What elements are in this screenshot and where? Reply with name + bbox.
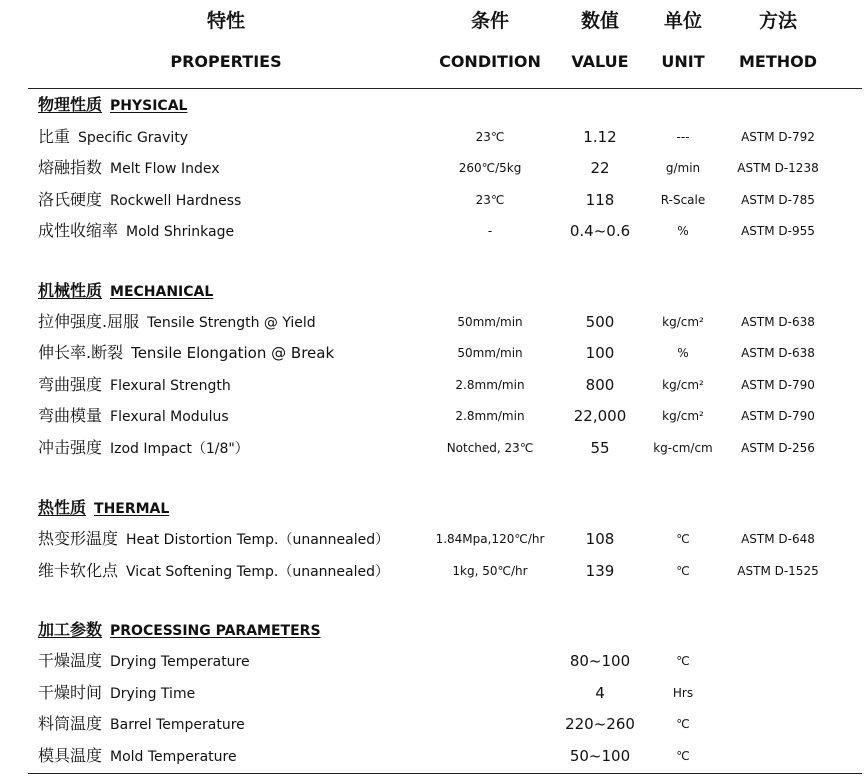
- method-cell: ASTM D-790: [741, 409, 815, 423]
- condition-cell: 1kg, 50℃/hr: [452, 564, 528, 578]
- unit-cell: %: [677, 346, 689, 360]
- condition-cell: 2.8mm/min: [455, 378, 525, 392]
- property-name-en: Izod Impact（1/8"）: [110, 441, 249, 457]
- unit-cell: ---: [676, 130, 690, 144]
- unit-cell: ℃: [676, 717, 690, 731]
- value-cell: 55: [590, 439, 610, 457]
- method-cell: ASTM D-638: [741, 346, 815, 360]
- table-row: [0, 743, 865, 769]
- section-title-zh: 物理性质: [38, 95, 103, 114]
- value-cell: 22,000: [573, 407, 627, 425]
- section-title-en: MECHANICAL: [110, 284, 214, 300]
- property-name-en: Tensile Strength @ Yield: [147, 315, 316, 331]
- unit-cell: ℃: [676, 654, 690, 668]
- condition-cell: -: [487, 224, 493, 238]
- condition-cell: [420, 680, 560, 706]
- condition-cell: [420, 648, 560, 674]
- property-name-zh: 弯曲强度: [38, 375, 103, 394]
- header-method-en: METHOD: [738, 52, 818, 71]
- unit-cell: %: [677, 224, 689, 238]
- section-title-zh: 加工参数: [38, 620, 103, 639]
- property-name-zh: 伸长率.断裂: [38, 343, 124, 362]
- header-condition-zh: 条件: [470, 10, 509, 32]
- property-name-zh: 模具温度: [38, 746, 103, 765]
- property-name-en: Tensile Elongation @ Break: [131, 344, 335, 362]
- value-cell: 22: [590, 159, 610, 177]
- property-name-zh: 干燥温度: [38, 651, 103, 670]
- value-cell: 80~100: [569, 652, 631, 670]
- property-name-en: Flexural Strength: [110, 378, 231, 394]
- method-cell: ASTM D-1525: [737, 564, 819, 578]
- table-row: [0, 526, 865, 552]
- value-cell: 139: [585, 562, 615, 580]
- method-cell: [722, 743, 834, 769]
- method-cell: ASTM D-648: [741, 532, 815, 546]
- unit-cell: ℃: [676, 564, 690, 578]
- section-title-en: THERMAL: [94, 501, 170, 517]
- table-rule-bottom: [28, 773, 862, 774]
- value-cell: 1.12: [583, 128, 617, 146]
- value-cell: 108: [585, 530, 615, 548]
- header-properties-zh: 特性: [206, 10, 245, 32]
- property-name-zh: 比重: [38, 127, 71, 146]
- method-cell: [722, 648, 834, 674]
- value-cell: 220~260: [565, 715, 635, 733]
- condition-cell: 50mm/min: [457, 315, 523, 329]
- property-name-zh: 熔融指数: [38, 158, 103, 177]
- section-title-thermal: [38, 496, 169, 520]
- header-unit-en: UNIT: [661, 52, 705, 71]
- unit-cell: ℃: [676, 532, 690, 546]
- property-name-en: Heat Distortion Temp.（unannealed）: [126, 532, 390, 548]
- property-name-en: Mold Shrinkage: [126, 224, 235, 240]
- property-name-en: Rockwell Hardness: [110, 193, 242, 209]
- method-cell: [722, 680, 834, 706]
- table-row: [0, 648, 865, 674]
- method-cell: ASTM D-638: [741, 315, 815, 329]
- property-name-en: Barrel Temperature: [110, 717, 245, 733]
- section-title-en: PHYSICAL: [110, 98, 188, 114]
- value-cell: 4: [595, 684, 605, 702]
- condition-cell: 2.8mm/min: [455, 409, 525, 423]
- method-cell: ASTM D-1238: [737, 161, 819, 175]
- property-name-zh: 成性收缩率: [38, 221, 119, 240]
- property-name-zh: 冲击强度: [38, 438, 103, 457]
- property-name-zh: 热变形温度: [38, 529, 119, 548]
- table-row: [0, 187, 865, 213]
- section-title-zh: 热性质: [38, 498, 87, 517]
- value-cell: 800: [585, 376, 615, 394]
- section-title-mechanical: [38, 279, 213, 303]
- condition-cell: [420, 743, 560, 769]
- header-value-zh: 数值: [580, 10, 619, 32]
- section-title-en: PROCESSING PARAMETERS: [110, 623, 321, 639]
- method-cell: ASTM D-256: [741, 441, 815, 455]
- method-cell: ASTM D-792: [741, 130, 815, 144]
- property-name-zh: 维卡软化点: [38, 561, 119, 580]
- condition-cell: 23℃: [475, 130, 505, 144]
- property-name-en: Vicat Softening Temp.（unannealed）: [126, 564, 390, 580]
- table-row: [0, 124, 865, 150]
- method-cell: ASTM D-790: [741, 378, 815, 392]
- table-row: [0, 340, 865, 366]
- table-row: [0, 435, 865, 461]
- value-cell: 0.4~0.6: [569, 222, 631, 240]
- condition-cell: 50mm/min: [457, 346, 523, 360]
- property-name-en: Drying Temperature: [110, 654, 250, 670]
- table-row: [0, 309, 865, 335]
- condition-cell: 23℃: [475, 193, 505, 207]
- property-name-en: Flexural Modulus: [110, 409, 229, 425]
- value-cell: 500: [585, 313, 615, 331]
- property-name-zh: 干燥时间: [38, 683, 103, 702]
- table-row: [0, 711, 865, 737]
- header-value-en: VALUE: [571, 52, 629, 71]
- header-condition-en: CONDITION: [439, 52, 541, 71]
- property-name-zh: 洛氏硬度: [38, 190, 103, 209]
- table-row: [0, 680, 865, 706]
- table-row: [0, 558, 865, 584]
- property-name-en: Specific Gravity: [78, 130, 189, 146]
- property-name-en: Drying Time: [110, 686, 196, 702]
- unit-cell: kg/cm²: [662, 409, 704, 423]
- property-name-zh: 料筒温度: [38, 714, 103, 733]
- table-row: [0, 218, 865, 244]
- condition-cell: 260℃/5kg: [458, 161, 522, 175]
- unit-cell: Hrs: [672, 686, 694, 700]
- header-properties-en: PROPERTIES: [170, 52, 282, 71]
- unit-cell: g/min: [665, 161, 701, 175]
- property-name-zh: 拉伸强度.屈服: [38, 312, 140, 331]
- condition-cell: 1.84Mpa,120℃/hr: [435, 532, 545, 546]
- unit-cell: R-Scale: [660, 193, 706, 207]
- section-title-physical: [38, 93, 187, 117]
- property-name-en: Melt Flow Index: [110, 161, 220, 177]
- method-cell: [722, 711, 834, 737]
- table-row: [0, 155, 865, 181]
- section-title-processing: [38, 618, 321, 642]
- table-row: [0, 403, 865, 429]
- method-cell: ASTM D-955: [741, 224, 815, 238]
- property-name-en: Mold Temperature: [110, 749, 237, 765]
- table-row: [0, 372, 865, 398]
- property-name-zh: 弯曲模量: [38, 406, 103, 425]
- unit-cell: kg/cm²: [662, 378, 704, 392]
- method-cell: ASTM D-785: [741, 193, 815, 207]
- header-rule-top: [28, 88, 862, 89]
- value-cell: 118: [585, 191, 615, 209]
- value-cell: 50~100: [569, 747, 631, 765]
- header-unit-zh: 单位: [663, 10, 702, 32]
- unit-cell: kg/cm²: [662, 315, 704, 329]
- condition-cell: [420, 711, 560, 737]
- header-method-zh: 方法: [758, 10, 797, 32]
- condition-cell: Notched, 23℃: [446, 441, 534, 455]
- section-title-zh: 机械性质: [38, 281, 103, 300]
- unit-cell: kg-cm/cm: [653, 441, 713, 455]
- unit-cell: ℃: [676, 749, 690, 763]
- value-cell: 100: [585, 344, 615, 362]
